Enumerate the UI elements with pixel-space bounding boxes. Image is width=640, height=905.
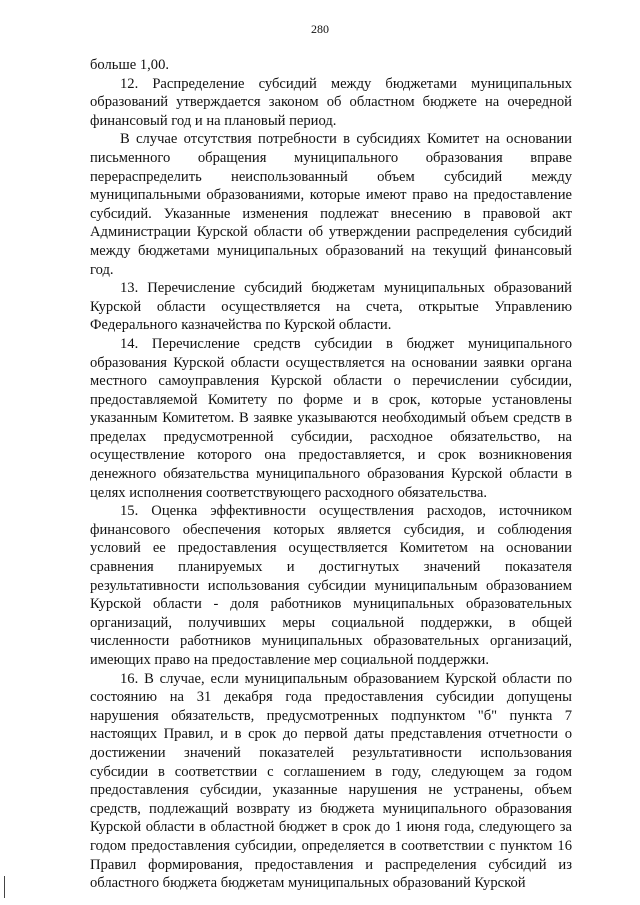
paragraph-14: 14. Перечисление средств субсидии в бюджет муниципального образования Курской области осуществляется на основании заявки органа местного самоуправления Курской области о перечислении субсидии, предоставляемой Комитету по форме и в срок, которые установлены указанным Комитетом. В заявке указываются необходимый объем средств в пределах предусмотренной субсидии, расходное обязательство, на осуществление которого она предоставляется, и срок возникновения денежного обязательства муниципального образования Курской области в целях исполнения соответствующего расходного обязательства. <box>90 335 572 501</box>
page-number: 280 <box>311 22 329 36</box>
paragraph-12: 12. Распределение субсидий между бюджетами муниципальных образований утверждается законом об областном бюджете на очередной финансовый год и на плановый период. <box>90 75 572 129</box>
paragraph-continuation: больше 1,00. <box>90 57 170 73</box>
paragraph-15: 15. Оценка эффективности осуществления расходов, источником финансового обеспечения которых является субсидия, и соблюдения условий ее предоставления осуществляется Комитетом на основании сравнения планируемых и достигнутых значений показателя результативности использования субсидии муниципальным образованием Курской области - доля работников муниципальных образовательных организаций, получивших меры социальной поддержки, в общей численности работников муниципальных образовательных организаций, имеющих право на предоставление мер социальной поддержки. <box>90 503 572 668</box>
paragraph-12-redistribution: В случае отсутствия потребности в субсидиях Комитет на основании письменного обращения муниципального образования вправе перераспределить неиспользованный объем субсидий между муниципальными образованиями, которые имеют право на предоставление субсидий. Указанные изменения подлежат внесению в правовой акт Администрации Курской области об утверждении распределения субсидий между бюджетами муниципальных образований на текущий финансовый год. <box>90 131 572 278</box>
scan-edge-mark <box>4 876 5 898</box>
paragraph-16: 16. В случае, если муниципальным образованием Курской области по состоянию на 31 декабря года предоставления субсидии допущены нарушения обязательств, предусмотренных подпунктом "б" пункта 7 настоящих Правил, и в срок до первой даты представления отчетности о достижении значений показателей результативности использования субсидии в соответствии с соглашением в году, следующем за годом предоставления субсидии, указанные нарушения не устранены, объем средств, подлежащий возврату из бюджета муниципального образования Курской области в областной бюджет в срок до 1 июня года, следующего за годом предоставления субсидии, определяется в соответствии с пунктом 16 Правил формирования, предоставления и распределения субсидий из областного бюджета бюджетам муниципальных образований Курской <box>90 670 572 892</box>
document-body <box>90 56 572 893</box>
paragraph-13: 13. Перечисление субсидий бюджетам муниципальных образований Курской области осуществляется на счета, открытые Управлению Федерального казначейства по Курской области. <box>90 280 572 334</box>
